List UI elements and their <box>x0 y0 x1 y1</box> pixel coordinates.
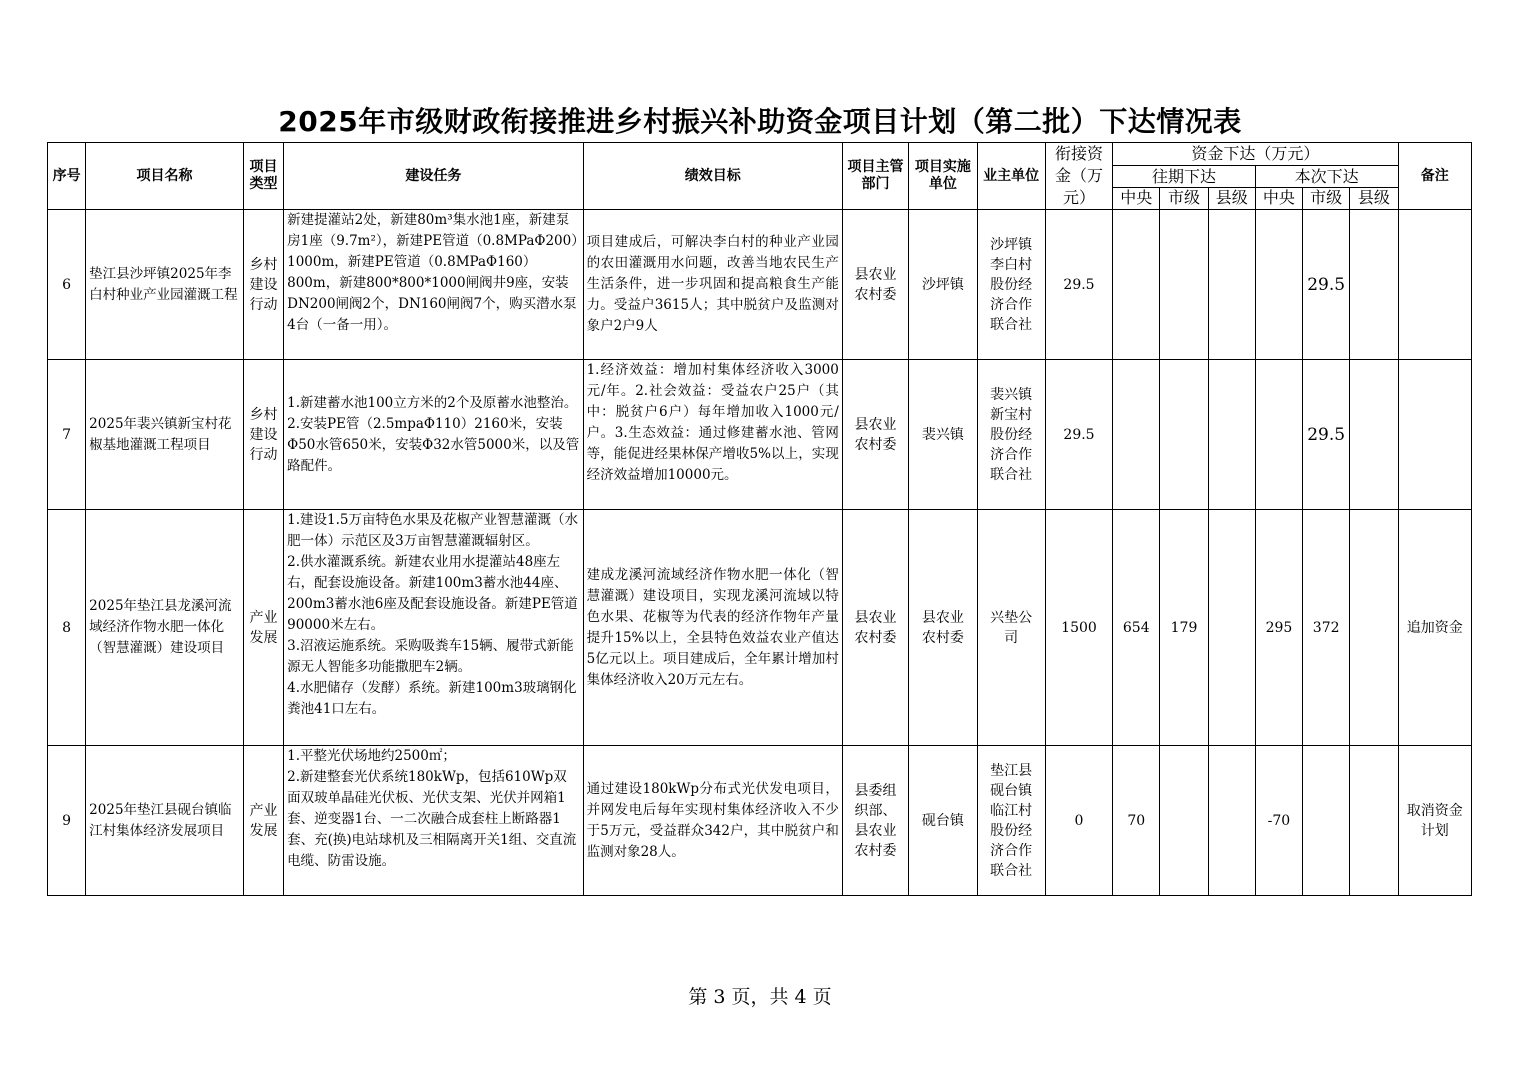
header-prev-central: 中央 <box>1113 187 1160 209</box>
cell-goal: 建成龙溪河流域经济作物水肥一体化（智慧灌溉）建设项目，实现龙溪河流域以特色水果、花椒等为代表的经济作物年产量提升15%以上，全县特色效益农业产值达5亿元以上。项目建成后，全年累计增加村集体经济收入20万元左右。 <box>583 510 842 746</box>
header-prev-county: 县级 <box>1208 187 1255 209</box>
cell-cur-county <box>1350 360 1398 510</box>
cell-prev-central: 70 <box>1113 746 1160 896</box>
cell-cur-county <box>1350 746 1398 896</box>
cell-prev-county <box>1208 510 1255 746</box>
cell-dept: 县农业 农村委 <box>842 510 908 746</box>
cell-prev-county <box>1208 746 1255 896</box>
cell-cur-county <box>1350 510 1398 746</box>
cell-goal: 通过建设180kWp分布式光伏发电项目，并网发电后每年实现村集体经济收入不少于5万元，受益群众342户，其中脱贫户和监测对象28人。 <box>583 746 842 896</box>
cell-prev-central: 654 <box>1113 510 1160 746</box>
page-number: 第 3 页，共 4 页 <box>688 986 832 1008</box>
cell-owner: 沙坪镇 李白村 股份经 济合作 联合社 <box>977 210 1045 360</box>
cell-note <box>1398 360 1471 510</box>
cell-owner: 裴兴镇 新宝村 股份经 济合作 联合社 <box>977 360 1045 510</box>
cell-prev-city <box>1160 746 1208 896</box>
header-note: 备注 <box>1398 143 1471 210</box>
cell-name: 2025年垫江县龙溪河流域经济作物水肥一体化（智慧灌溉）建设项目 <box>86 510 244 746</box>
cell-prev-city <box>1160 210 1208 360</box>
cell-impl: 沙坪镇 <box>909 210 977 360</box>
cell-name: 2025年垫江县砚台镇临江村集体经济发展项目 <box>86 746 244 896</box>
cell-seq: 7 <box>48 360 86 510</box>
cell-name: 2025年裴兴镇新宝村花椒基地灌溉工程项目 <box>86 360 244 510</box>
cell-cur-central: -70 <box>1255 746 1302 896</box>
header-prev-city: 市级 <box>1160 187 1208 209</box>
cell-dept: 县委组 织部、 县农业 农村委 <box>842 746 908 896</box>
cell-seq: 9 <box>48 746 86 896</box>
cell-cur-county <box>1350 210 1398 360</box>
cell-name: 垫江县沙坪镇2025年李白村种业产业园灌溉工程 <box>86 210 244 360</box>
table-row <box>48 746 1472 896</box>
cell-task: 1.新建蓄水池100立方米的2个及原蓄水池整治。 2.安装PE管（2.5mpaΦ110）2160米，安装Φ50水管650米，安装Φ32水管5000米，以及管路配件。 <box>284 360 583 510</box>
page-title: 2025年市级财政衔接推进乡村振兴补助资金项目计划（第二批）下达情况表 <box>278 105 1242 138</box>
header-fund: 衔接资 金（万 元） <box>1045 143 1112 210</box>
cell-fund: 29.5 <box>1045 360 1112 510</box>
header-impl: 项目实施 单位 <box>909 143 977 210</box>
header-previous: 往期下达 <box>1113 166 1256 187</box>
table-row <box>48 210 1472 360</box>
cell-type: 产业 发展 <box>243 510 283 746</box>
cell-cur-city: 29.5 <box>1303 360 1350 510</box>
cell-prev-central <box>1113 360 1160 510</box>
cell-seq: 6 <box>48 210 86 360</box>
cell-impl: 县农业 农村委 <box>909 510 977 746</box>
cell-fund: 29.5 <box>1045 210 1112 360</box>
cell-cur-city <box>1303 746 1350 896</box>
cell-type: 产业 发展 <box>243 746 283 896</box>
header-owner: 业主单位 <box>977 143 1045 210</box>
cell-prev-central <box>1113 210 1160 360</box>
cell-type: 乡村 建设 行动 <box>243 360 283 510</box>
table-row <box>48 360 1472 510</box>
cell-task: 新建提灌站2处，新建80m³集水池1座，新建泵房1座（9.7m²），新建PE管道（0.8MPaΦ200）1000m，新建PE管道（0.8MPaΦ160）800m，新建800*800*1000闸阀井9座，安装DN200闸阀2个，DN160闸阀7个，购买潜水泵4台（一备一用）。 <box>284 210 583 360</box>
funding-table <box>47 142 1472 896</box>
cell-cur-city: 372 <box>1303 510 1350 746</box>
cell-cur-central <box>1255 210 1302 360</box>
header-cur-city: 市级 <box>1303 187 1350 209</box>
cell-goal: 1.经济效益：增加村集体经济收入3000元/年。2.社会效益：受益农户25户（其中：脱贫户6户）每年增加收入1000元/户。3.生态效益：通过修建蓄水池、管网等，能促进经果林保产增收5%以上，实现经济效益增加10000元。 <box>583 360 842 510</box>
cell-dept: 县农业 农村委 <box>842 210 908 360</box>
cell-cur-city: 29.5 <box>1303 210 1350 360</box>
cell-cur-central: 295 <box>1255 510 1302 746</box>
header-goal: 绩效目标 <box>583 143 842 210</box>
cell-fund: 1500 <box>1045 510 1112 746</box>
cell-prev-county <box>1208 210 1255 360</box>
cell-impl: 裴兴镇 <box>909 360 977 510</box>
header-type: 项目 类型 <box>243 143 283 210</box>
header-name: 项目名称 <box>86 143 244 210</box>
cell-note <box>1398 210 1471 360</box>
cell-task: 1.平整光伏场地约2500㎡； 2.新建整套光伏系统180kWp，包括610Wp双面双玻单晶硅光伏板、光伏支架、光伏并网箱1套、逆变器1台、一二次融合成套柱上断路器1套、充(换)电站球机及三相隔离开关1组、交直流电缆、防雷设施。 <box>284 746 583 896</box>
header-dept: 项目主管 部门 <box>842 143 908 210</box>
header-issued: 资金下达（万元） <box>1113 143 1398 166</box>
cell-impl: 砚台镇 <box>909 746 977 896</box>
cell-dept: 县农业 农村委 <box>842 360 908 510</box>
header-row-1 <box>48 143 1472 166</box>
cell-owner: 垫江县 砚台镇 临江村 股份经 济合作 联合社 <box>977 746 1045 896</box>
cell-prev-city: 179 <box>1160 510 1208 746</box>
cell-type: 乡村 建设 行动 <box>243 210 283 360</box>
cell-prev-city <box>1160 360 1208 510</box>
cell-prev-county <box>1208 360 1255 510</box>
header-cur-county: 县级 <box>1350 187 1398 209</box>
cell-goal: 项目建成后，可解决李白村的种业产业园的农田灌溉用水问题，改善当地农民生产生活条件，进一步巩固和提高粮食生产能力。受益户3615人；其中脱贫户及监测对象户2户9人 <box>583 210 842 360</box>
cell-cur-central <box>1255 360 1302 510</box>
cell-note: 追加资金 <box>1398 510 1471 746</box>
cell-seq: 8 <box>48 510 86 746</box>
header-cur-central: 中央 <box>1255 187 1302 209</box>
cell-task: 1.建设1.5万亩特色水果及花椒产业智慧灌溉（水肥一体）示范区及3万亩智慧灌溉辐射区。 2.供水灌溉系统。新建农业用水提灌站48座左右，配套设施设备。新建100m3蓄水池44座、200m3蓄水池6座及配套设施设备。新建PE管道90000米左右。 3.沼液运施系统。采购吸粪车15辆、履带式新能源无人智能多功能撒肥车2辆。 4.水肥储存（发酵）系统。新建100m3玻璃钢化粪池41口左右。 <box>284 510 583 746</box>
cell-owner: 兴垫公 司 <box>977 510 1045 746</box>
header-current: 本次下达 <box>1255 166 1398 187</box>
cell-fund: 0 <box>1045 746 1112 896</box>
header-task: 建设任务 <box>284 143 583 210</box>
cell-note: 取消资金 计划 <box>1398 746 1471 896</box>
header-seq: 序号 <box>48 143 86 210</box>
table-row <box>48 510 1472 746</box>
